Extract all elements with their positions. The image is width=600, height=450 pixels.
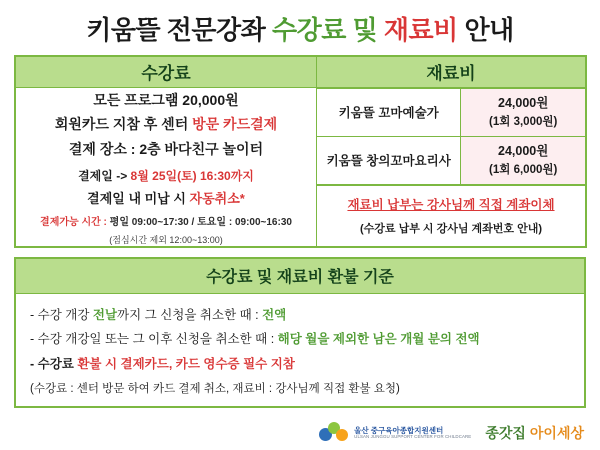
refund-rule-3-emphasis: 환불 시 결제카드, 카드 영수증 필수 지참 — [77, 356, 295, 371]
refund-rule-2 — [30, 327, 570, 351]
refund-note: (수강료 : 센터 방문 하여 카드 결제 취소, 재료비 : 강사님께 직접 환불 요청) — [30, 383, 400, 396]
tuition-header: 수강료 — [15, 56, 317, 88]
tuition-line-3: 결제 장소 : 2층 바다친구 놀이터 — [68, 140, 264, 157]
table-row — [317, 136, 585, 184]
material-transfer-note: 재료비 납부는 강사님께 직접 계좌이체 — [347, 197, 555, 212]
material-footer — [317, 185, 585, 244]
fee-table — [14, 55, 587, 249]
material-account-note: (수강료 납부 시 강사님 계좌번호 안내) — [360, 222, 542, 235]
refund-rule-2-amount: 해당 월을 제외한 남은 개월 분의 전액 — [277, 332, 480, 347]
material-price-0 — [461, 88, 585, 136]
refund-rule-3 — [30, 352, 570, 376]
auto-cancel-line — [16, 188, 316, 207]
material-price-0-per: (1회 3,000원) — [489, 115, 558, 128]
refund-rule-1-mid: 까지 그 신청을 취소한 때 : — [117, 308, 263, 323]
refund-rule-1-emphasis: 전날 — [92, 308, 118, 323]
payment-due — [16, 167, 316, 185]
refund-box — [14, 257, 586, 408]
refund-rule-1 — [30, 303, 570, 327]
center-logo-icon — [319, 422, 349, 444]
table-row — [317, 88, 585, 136]
tuition-line-2 — [16, 112, 316, 137]
tuition-line-2-emphasis: 방문 카드결제 — [192, 116, 278, 133]
material-cell — [317, 87, 587, 247]
material-header: 재료비 — [317, 56, 587, 88]
title-part-4: 안내 — [457, 15, 514, 45]
material-price-0-amount: 24,000원 — [498, 95, 549, 110]
material-price-1-amount: 24,000원 — [498, 143, 549, 158]
fee-table-header-row — [15, 56, 586, 88]
material-name-1: 키움뜰 창의꼬마요리사 — [317, 136, 461, 184]
page-title — [14, 10, 586, 55]
auto-cancel-value: 자동취소* — [189, 191, 245, 207]
material-price-table — [317, 88, 585, 185]
jonggatjip-logo — [485, 423, 584, 443]
payment-due-value: 8월 25일(토) 16:30까지 — [130, 169, 254, 184]
material-name-0: 키움뜰 꼬마예술가 — [317, 88, 461, 136]
material-price-1-per: (1회 6,000원) — [489, 163, 558, 176]
payment-due-prefix: 결제일 -> — [78, 169, 131, 184]
center-logo-name: 울산 중구육아종합지원센터 — [354, 425, 444, 435]
tuition-line-1: 모든 프로그램 20,000원 — [93, 91, 239, 108]
auto-cancel-prefix: 결제일 내 미납 시 — [87, 191, 190, 207]
payment-hours — [16, 215, 316, 230]
lunch-break-note: (점심시간 제외 12:00~13:00) — [109, 235, 223, 246]
material-price-1 — [461, 136, 585, 184]
refund-rule-1-amount: 전액 — [262, 308, 287, 323]
footer-logos — [319, 422, 584, 444]
center-logo — [319, 422, 471, 444]
fee-table-body-row — [15, 87, 586, 247]
title-part-1: 키움뜰 전문강좌 — [86, 15, 272, 45]
title-part-2: 수강료 및 — [272, 15, 384, 45]
refund-rule-2-prefix: - 수강 개강일 또는 그 이후 신청을 취소한 때 : — [30, 332, 278, 347]
refund-body — [16, 294, 584, 406]
refund-rule-3-prefix: - 수강료 — [30, 356, 78, 371]
refund-rule-1-prefix: - 수강 개강 — [30, 308, 93, 323]
payment-hours-label: 결제가능 시간 : — [40, 217, 110, 229]
jonggatjip-logo-left: 종갓집 — [485, 425, 526, 441]
tuition-cell — [15, 87, 317, 247]
jonggatjip-logo-right: 아이세상 — [529, 425, 584, 441]
title-part-3: 재료비 — [383, 15, 458, 45]
payment-hours-value: 평일 09:00~17:30 / 토요일 : 09:00~16:30 — [109, 217, 292, 229]
center-logo-sub: ULSAN JUNGGU SUPPORT CENTER FOR CHILDCARE — [354, 433, 472, 439]
refund-header: 수강료 및 재료비 환불 기준 — [16, 259, 584, 294]
tuition-line-2-plain: 회원카드 지참 후 센터 — [54, 116, 193, 133]
center-logo-text — [354, 427, 471, 440]
